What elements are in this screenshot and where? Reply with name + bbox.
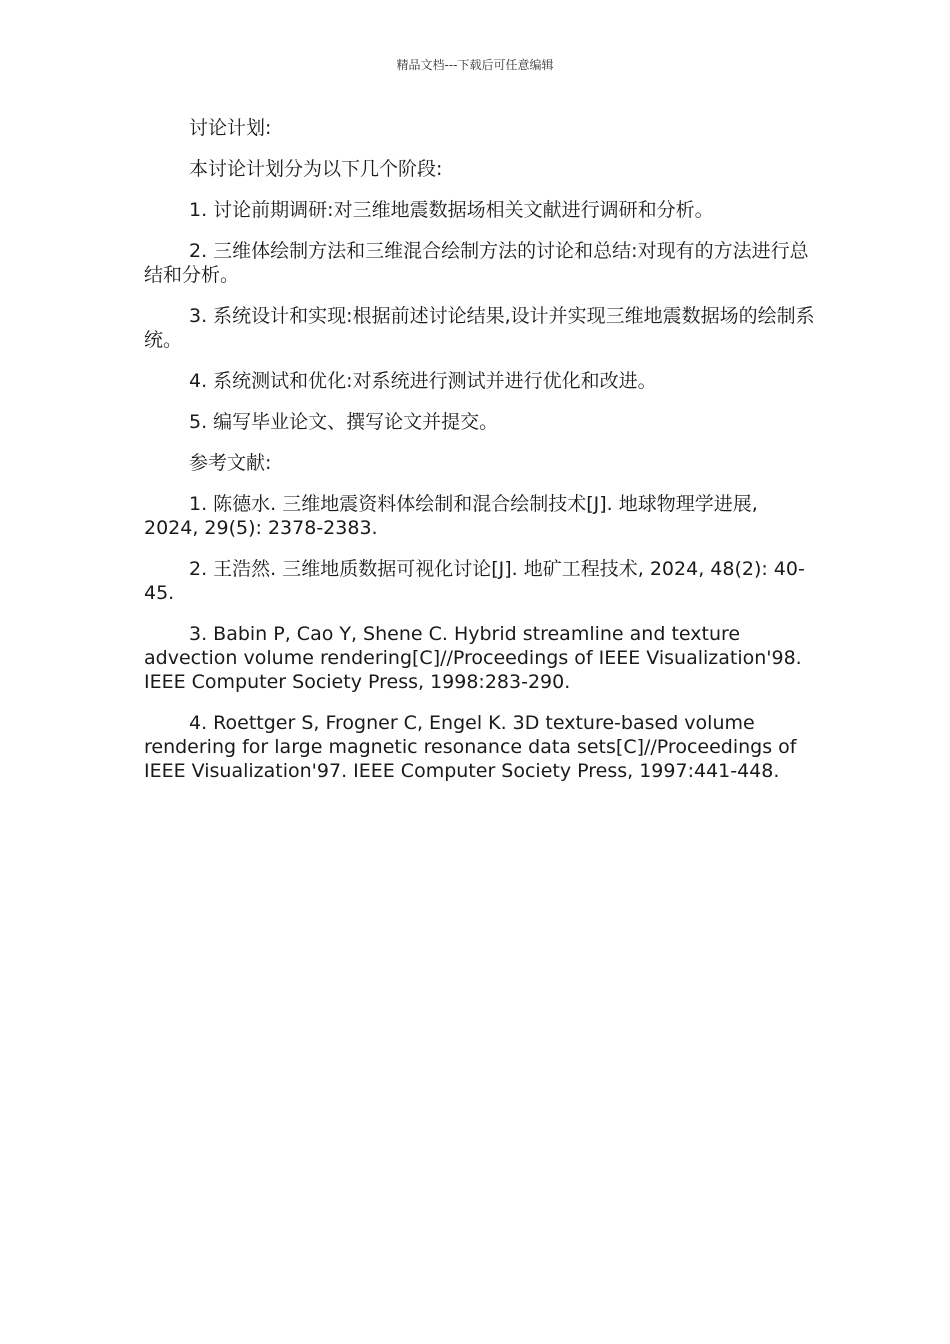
reference-item: 4. Roettger S, Frogner C, Engel K. 3D texture-based volume rendering for large magnetic resonance data sets[C]//Proceedings of IEEE Visualization'97. IEEE Computer Society Press, 1997:441-448. bbox=[144, 712, 797, 782]
reference-item: 1. 陈德水. 三维地震资料体绘制和混合绘制技术[J]. 地球物理学进展, 2024, 29(5): 2378-2383. bbox=[144, 493, 758, 539]
plan-item: 3. 系统设计和实现:根据前述讨论结果,设计并实现三维地震数据场的绘制系统。 bbox=[144, 305, 815, 351]
page-header: 精品文档---下载后可任意编辑 bbox=[396, 58, 554, 72]
reference-item: 3. Babin P, Cao Y, Shene C. Hybrid streamline and texture advection volume rendering[C]//Proceedings of IEEE Visualization'98. IEEE Computer Society Press, 1998:283-290. bbox=[144, 623, 802, 693]
plan-item: 2. 三维体绘制方法和三维混合绘制方法的讨论和总结:对现有的方法进行总结和分析。 bbox=[144, 240, 809, 286]
plan-heading: 讨论计划: bbox=[189, 117, 272, 139]
reference-item: 2. 王浩然. 三维地质数据可视化讨论[J]. 地矿工程技术, 2024, 48(2): 40-45. bbox=[144, 558, 805, 604]
plan-item: 1. 讨论前期调研:对三维地震数据场相关文献进行调研和分析。 bbox=[189, 199, 714, 221]
document-body bbox=[144, 116, 816, 800]
plan-intro: 本讨论计划分为以下几个阶段: bbox=[189, 158, 443, 180]
plan-item: 4. 系统测试和优化:对系统进行测试并进行优化和改进。 bbox=[189, 370, 657, 392]
plan-item: 5. 编写毕业论文、撰写论文并提交。 bbox=[189, 411, 499, 433]
references-heading: 参考文献: bbox=[189, 452, 272, 474]
